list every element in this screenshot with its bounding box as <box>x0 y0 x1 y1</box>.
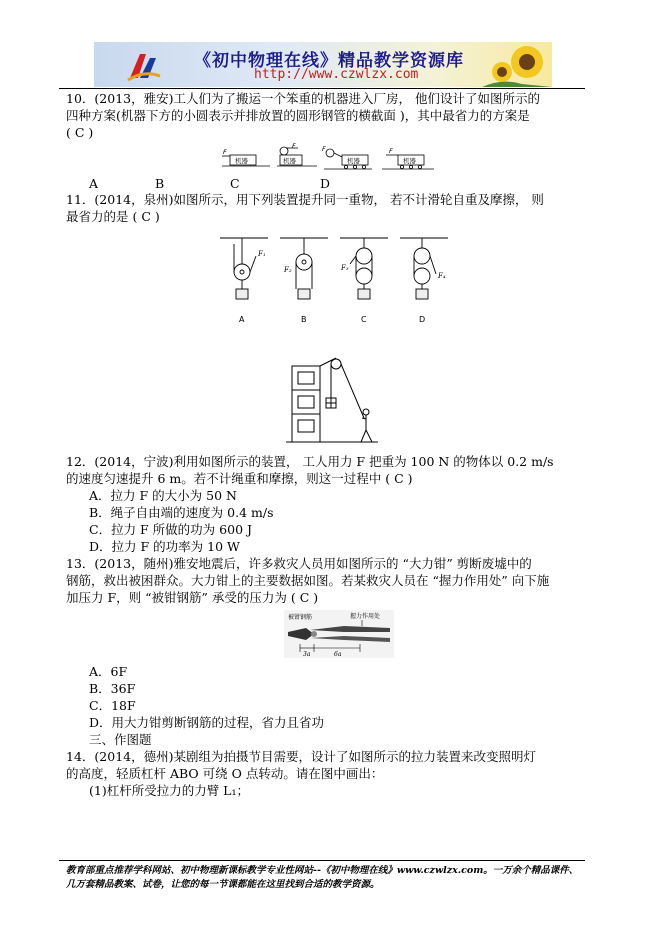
q10-force-c: F <box>322 145 326 153</box>
q11-f4: F₄ <box>438 272 446 280</box>
q13-choice-d: D．用大力钳剪断钢筋的过程，省力且省功 <box>89 715 325 730</box>
q14-line1: 14．(2014，德州)某剧组为拍摄节目需要，设计了如图所示的拉力装置来改变照明灯 <box>66 749 536 764</box>
q11-line1: 11．(2014，泉州)如图所示，用下列装置提升同一重物， 若不计滑轮自重及摩擦， 则 <box>66 192 544 207</box>
q10-force-b: F <box>292 143 296 150</box>
site-logo-icon <box>126 48 162 82</box>
q12-choice-a: A．拉力 F 的大小为 50 N <box>89 488 237 503</box>
q12-building-figure <box>286 352 378 444</box>
q11-pulley-figure <box>212 234 452 326</box>
q12-line2: 的速度匀速提升 6 m。若不计绳重和摩擦，则这一过程中 ( C ) <box>66 471 413 486</box>
q10-force-d: F <box>389 147 393 155</box>
sunflower-icon <box>482 42 552 87</box>
q10-force-a: F <box>223 148 227 156</box>
q11-line2: 最省力的是 ( C ) <box>66 209 160 224</box>
q12-choice-c: C．拉力 F 所做的功为 600 J <box>89 522 253 537</box>
q12-choice-d: D．拉力 F 的功率为 10 W <box>89 539 240 554</box>
q10-option-c: C <box>230 176 240 191</box>
q11-label-d: D <box>419 315 426 324</box>
q11-label-b: B <box>301 315 307 324</box>
q13-dim-3a: 3a <box>303 651 311 658</box>
q14-line2: 的高度，轻质杠杆 ABO 可绕 O 点转动。请在图中画出： <box>66 766 384 781</box>
q12-line1: 12．(2014，宁波)利用如图所示的装置， 工人用力 F 把重为 100 N 的物体以 0.2 m/s <box>66 454 554 469</box>
q10-machine-c: 机器 <box>347 157 360 165</box>
q13-choice-b: B．36F <box>89 681 136 696</box>
q10-machine-a: 机器 <box>235 157 248 165</box>
q10-answer-line: ( C ) <box>66 125 94 140</box>
q10-option-b: B <box>155 176 165 191</box>
q14-sub1: (1)杠杆所受拉力的力臂 L₁； <box>89 783 249 798</box>
q10-option-d: D <box>320 176 331 191</box>
q11-f3: F₃ <box>341 264 349 272</box>
header-url[interactable]: http://www.czwlzx.com <box>254 67 419 82</box>
q13-dim-6a: 6a <box>334 651 342 658</box>
q10-option-a: A <box>89 176 99 191</box>
header-banner <box>94 42 552 87</box>
q11-f1: F₁ <box>258 250 266 258</box>
q12-choice-b: B．绳子自由端的速度为 0.4 m/s <box>89 505 274 520</box>
q11-label-a: A <box>239 315 245 324</box>
q13-label-grip: 握力作用处 <box>350 613 381 620</box>
footer-line1: 教育部重点推荐学科网站、初中物理新课标教学专业性网站--《初中物理在线》www.czwlzx.com。一万余个精品课件、 <box>66 865 579 876</box>
q10-line2: 四种方案(机器下方的小圆表示并排放置的圆形钢管的横截面 )，其中最省力的方案是 <box>66 108 530 123</box>
footer-line2: 几万套精品教案、试卷，让您的每一节课都能在这里找到合适的教学资源。 <box>66 879 380 890</box>
q13-line3: 加压力 F，则 “被钳钢筋” 承受的压力为 ( C ) <box>66 590 319 605</box>
q13-plier-figure <box>284 610 394 658</box>
q13-line2: 钢筋，救出被困群众。大力钳上的主要数据如图。若某救灾人员在 “握力作用处” 向下施 <box>66 573 550 588</box>
q10-machine-d: 机器 <box>403 157 416 165</box>
footer <box>66 864 578 892</box>
header-rule <box>59 88 585 89</box>
q13-choice-a: A．6F <box>89 664 128 679</box>
q11-f2: F₂ <box>284 266 292 274</box>
q13-choice-c: C．18F <box>89 698 136 713</box>
footer-rule <box>59 860 585 861</box>
section-heading: 三、作图题 <box>89 732 152 747</box>
q13-line1: 13．(2013，随州)雅安地震后，许多救灾人员用如图所示的 “大力钳” 剪断废墟中的 <box>66 556 532 571</box>
q13-label-rebar: 被钳钢筋 <box>288 614 313 621</box>
header-title: 《初中物理在线》精品教学资源库 <box>194 51 464 71</box>
q10-figure <box>222 143 437 171</box>
q10-machine-b: 机器 <box>283 157 296 165</box>
q11-label-c: C <box>361 315 367 324</box>
q10-line1: 10．(2013，雅安)工人们为了搬运一个笨重的机器进入厂房， 他们设计了如图所示的 <box>66 91 540 106</box>
